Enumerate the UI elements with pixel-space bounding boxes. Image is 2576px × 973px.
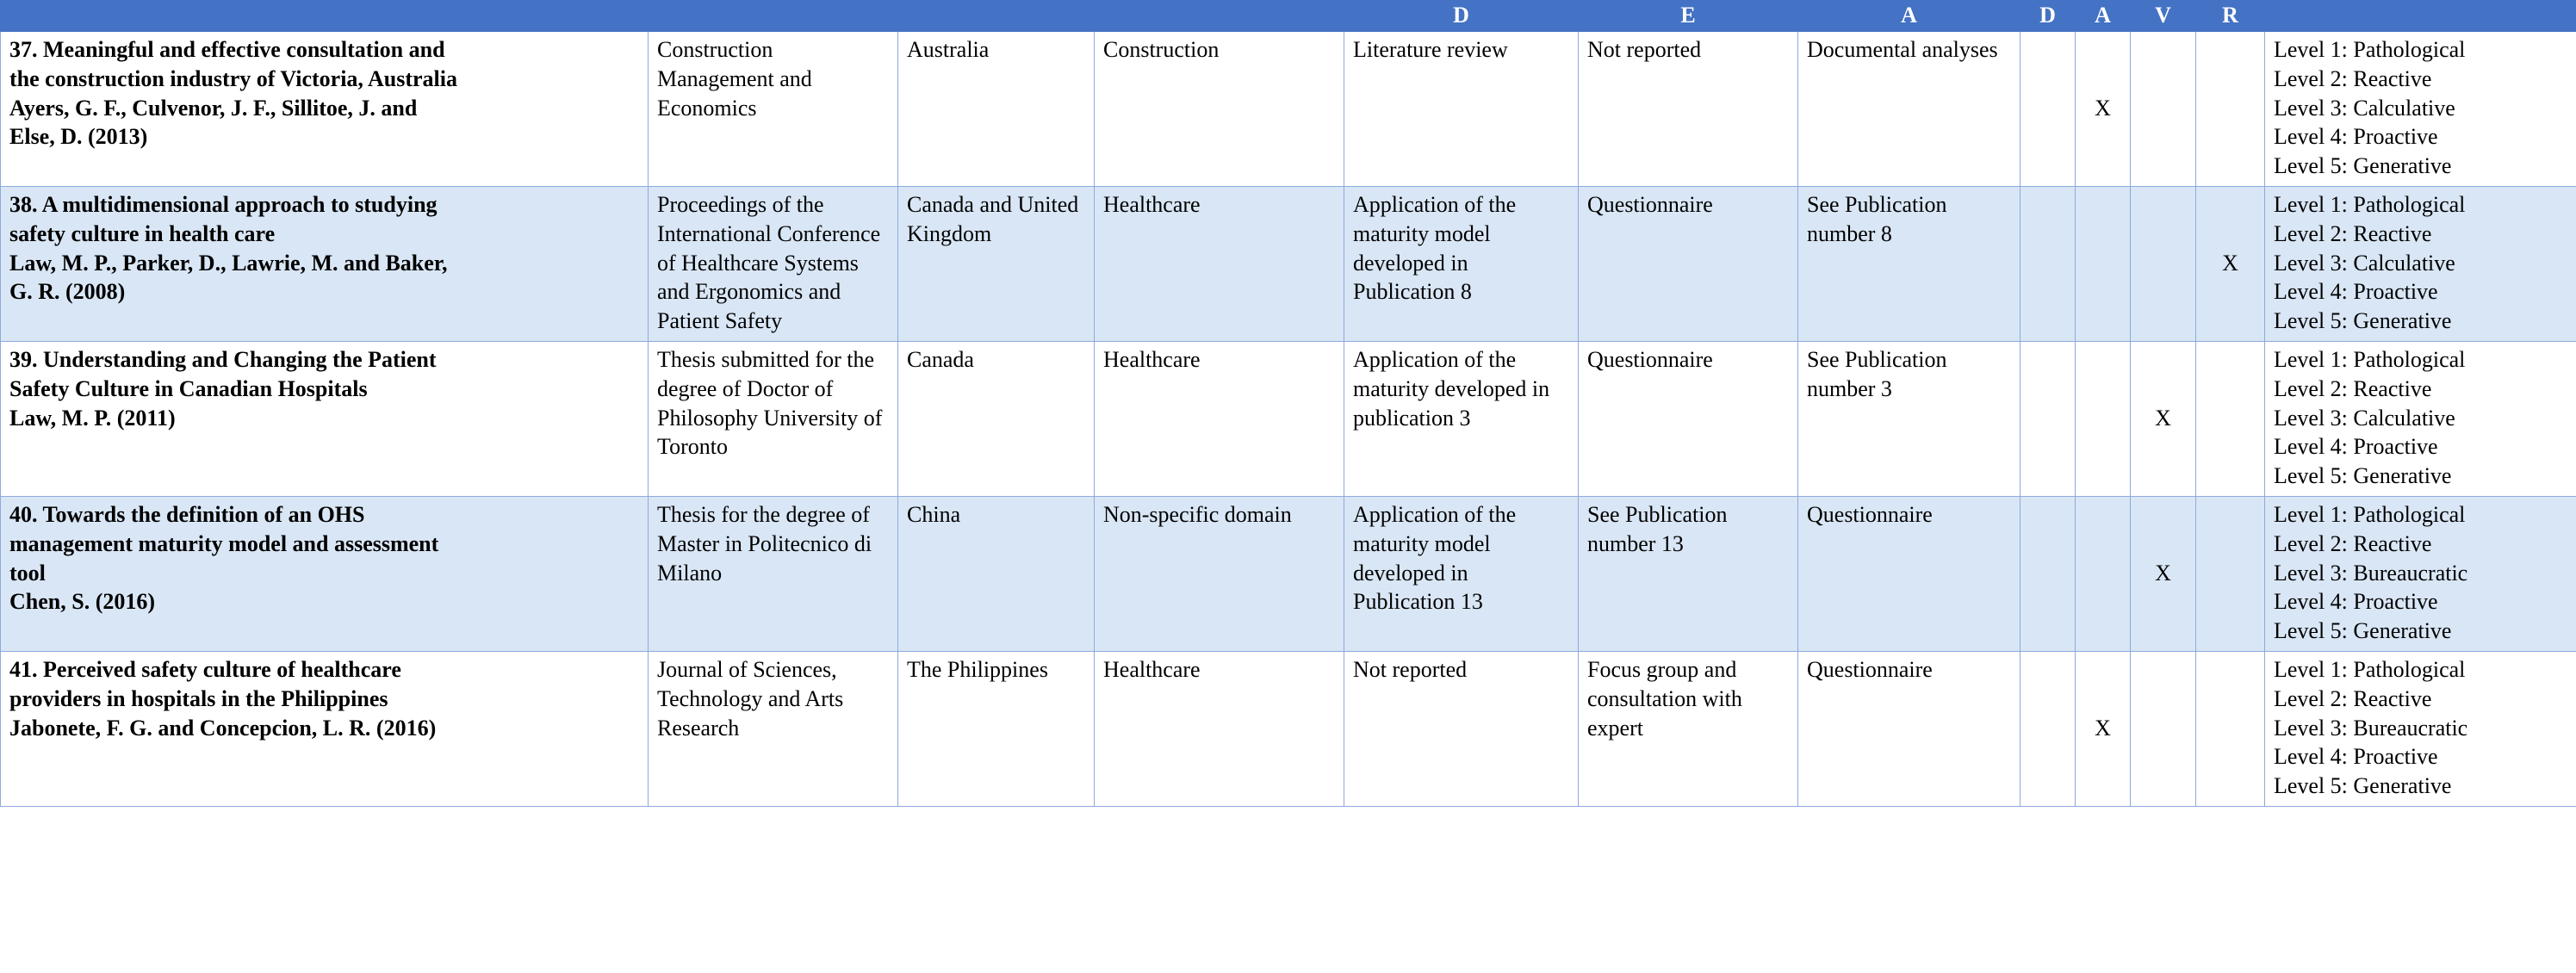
header-a-datatype: A xyxy=(1798,1,2020,32)
level-item: Level 5: Generative xyxy=(2274,463,2452,489)
cell-country: Australia xyxy=(898,31,1095,186)
level-item: Level 5: Generative xyxy=(2274,618,2452,644)
cell-levels xyxy=(2265,496,2576,651)
cell-flag-d xyxy=(2020,496,2076,651)
title-line: safety culture in health care xyxy=(9,220,276,246)
header-d-flag: D xyxy=(2020,1,2076,32)
title-line: Law, M. P., Parker, D., Lawrie, M. and Baker, xyxy=(9,250,448,276)
title-line: Chen, S. (2016) xyxy=(9,589,156,615)
cell-data-collection: Focus group and consultation with expert xyxy=(1579,651,1798,806)
cell-flag-r xyxy=(2196,496,2265,651)
cell-method: Not reported xyxy=(1344,651,1579,806)
cell-method: Application of the maturity developed in publication 3 xyxy=(1344,341,1579,496)
level-item: Level 2: Reactive xyxy=(2274,685,2432,711)
cell-flag-v xyxy=(2131,31,2196,186)
cell-data-type: Documental analyses xyxy=(1798,31,2020,186)
cell-flag-r xyxy=(2196,341,2265,496)
title-line: Law, M. P. (2011) xyxy=(9,405,176,431)
level-item: Level 1: Pathological xyxy=(2274,37,2466,62)
table-body xyxy=(1,31,2576,806)
cell-source: Thesis for the degree of Master in Politecnico di Milano xyxy=(649,496,898,651)
level-item: Level 3: Bureaucratic xyxy=(2274,560,2468,586)
level-item: Level 3: Calculative xyxy=(2274,95,2455,121)
table-row xyxy=(1,496,2576,651)
cell-title xyxy=(1,186,649,341)
title-line: the construction industry of Victoria, Australia xyxy=(9,65,457,91)
cell-flag-a: X xyxy=(2076,651,2131,806)
title-line: 38. A multidimensional approach to studying xyxy=(9,191,438,217)
table-row xyxy=(1,186,2576,341)
level-item: Level 5: Generative xyxy=(2274,308,2452,334)
cell-flag-d xyxy=(2020,341,2076,496)
cell-title xyxy=(1,341,649,496)
header-a-flag: A xyxy=(2076,1,2131,32)
cell-data-type: See Publication number 3 xyxy=(1798,341,2020,496)
cell-method: Application of the maturity model developed in Publication 8 xyxy=(1344,186,1579,341)
cell-title xyxy=(1,496,649,651)
table-header xyxy=(1,1,2576,32)
cell-source: Construction Management and Economics xyxy=(649,31,898,186)
level-item: Level 4: Proactive xyxy=(2274,279,2438,305)
cell-flag-d xyxy=(2020,31,2076,186)
title-line: 40. Towards the definition of an OHS xyxy=(9,501,365,527)
level-item: Level 2: Reactive xyxy=(2274,220,2432,246)
title-line: G. R. (2008) xyxy=(9,279,126,305)
cell-levels xyxy=(2265,651,2576,806)
level-item: Level 4: Proactive xyxy=(2274,124,2438,150)
title-line: Ayers, G. F., Culvenor, J. F., Sillitoe, J. and xyxy=(9,95,418,121)
level-item: Level 1: Pathological xyxy=(2274,191,2466,217)
level-item: Level 2: Reactive xyxy=(2274,65,2432,91)
level-item: Level 2: Reactive xyxy=(2274,375,2432,401)
level-item: Level 2: Reactive xyxy=(2274,530,2432,556)
cell-flag-v xyxy=(2131,651,2196,806)
cell-data-collection: Not reported xyxy=(1579,31,1798,186)
cell-flag-d xyxy=(2020,186,2076,341)
cell-title xyxy=(1,651,649,806)
cell-data-type: See Publication number 8 xyxy=(1798,186,2020,341)
cell-data-type: Questionnaire xyxy=(1798,496,2020,651)
cell-flag-r: X xyxy=(2196,186,2265,341)
cell-source: Journal of Sciences, Technology and Arts Research xyxy=(649,651,898,806)
level-item: Level 4: Proactive xyxy=(2274,744,2438,770)
table-row xyxy=(1,31,2576,186)
cell-sector: Healthcare xyxy=(1095,651,1344,806)
cell-country: Canada and United Kingdom xyxy=(898,186,1095,341)
header-e-collection: E xyxy=(1579,1,1798,32)
cell-method: Literature review xyxy=(1344,31,1579,186)
cell-flag-a xyxy=(2076,186,2131,341)
level-item: Level 4: Proactive xyxy=(2274,434,2438,460)
level-item: Level 3: Calculative xyxy=(2274,250,2455,276)
table-row xyxy=(1,341,2576,496)
cell-data-collection: Questionnaire xyxy=(1579,341,1798,496)
cell-flag-a xyxy=(2076,496,2131,651)
cell-method: Application of the maturity model developed in Publication 13 xyxy=(1344,496,1579,651)
title-line: providers in hospitals in the Philippines xyxy=(9,685,388,711)
header-v-flag: V xyxy=(2131,1,2196,32)
header-d-method: D xyxy=(1344,1,1579,32)
level-item: Level 5: Generative xyxy=(2274,153,2452,179)
header-sector xyxy=(1095,1,1344,32)
header-row xyxy=(1,1,2576,32)
cell-country: The Philippines xyxy=(898,651,1095,806)
title-line: tool xyxy=(9,560,46,586)
level-item: Level 5: Generative xyxy=(2274,773,2452,799)
header-country xyxy=(898,1,1095,32)
cell-source: Thesis submitted for the degree of Doctor of Philosophy University of Toronto xyxy=(649,341,898,496)
cell-flag-r xyxy=(2196,31,2265,186)
header-title xyxy=(1,1,649,32)
cell-flag-r xyxy=(2196,651,2265,806)
cell-flag-a xyxy=(2076,341,2131,496)
cell-data-collection: Questionnaire xyxy=(1579,186,1798,341)
level-item: Level 3: Calculative xyxy=(2274,405,2455,431)
cell-levels xyxy=(2265,31,2576,186)
cell-flag-v: X xyxy=(2131,341,2196,496)
cell-data-collection: See Publication number 13 xyxy=(1579,496,1798,651)
cell-sector: Non-specific domain xyxy=(1095,496,1344,651)
cell-title xyxy=(1,31,649,186)
cell-flag-v xyxy=(2131,186,2196,341)
title-line: management maturity model and assessment xyxy=(9,530,439,556)
cell-country: Canada xyxy=(898,341,1095,496)
level-item: Level 4: Proactive xyxy=(2274,589,2438,615)
header-levels xyxy=(2265,1,2576,32)
cell-sector: Construction xyxy=(1095,31,1344,186)
cell-flag-d xyxy=(2020,651,2076,806)
cell-sector: Healthcare xyxy=(1095,186,1344,341)
title-line: Safety Culture in Canadian Hospitals xyxy=(9,375,368,401)
cell-flag-v: X xyxy=(2131,496,2196,651)
level-item: Level 1: Pathological xyxy=(2274,501,2466,527)
title-line: 41. Perceived safety culture of healthcare xyxy=(9,656,401,682)
title-line: 37. Meaningful and effective consultation and xyxy=(9,37,445,62)
title-line: Else, D. (2013) xyxy=(9,124,148,150)
title-line: Jabonete, F. G. and Concepcion, L. R. (2016) xyxy=(9,715,437,741)
cell-sector: Healthcare xyxy=(1095,341,1344,496)
header-r-flag: R xyxy=(2196,1,2265,32)
level-item: Level 1: Pathological xyxy=(2274,656,2466,682)
cell-flag-a: X xyxy=(2076,31,2131,186)
cell-source: Proceedings of the International Conference of Healthcare Systems and Ergonomics and Patient Safety xyxy=(649,186,898,341)
level-item: Level 3: Bureaucratic xyxy=(2274,715,2468,741)
cell-levels xyxy=(2265,186,2576,341)
title-line: 39. Understanding and Changing the Patient xyxy=(9,346,437,372)
cell-country: China xyxy=(898,496,1095,651)
header-source xyxy=(649,1,898,32)
table-row xyxy=(1,651,2576,806)
cell-levels xyxy=(2265,341,2576,496)
cell-data-type: Questionnaire xyxy=(1798,651,2020,806)
level-item: Level 1: Pathological xyxy=(2274,346,2466,372)
